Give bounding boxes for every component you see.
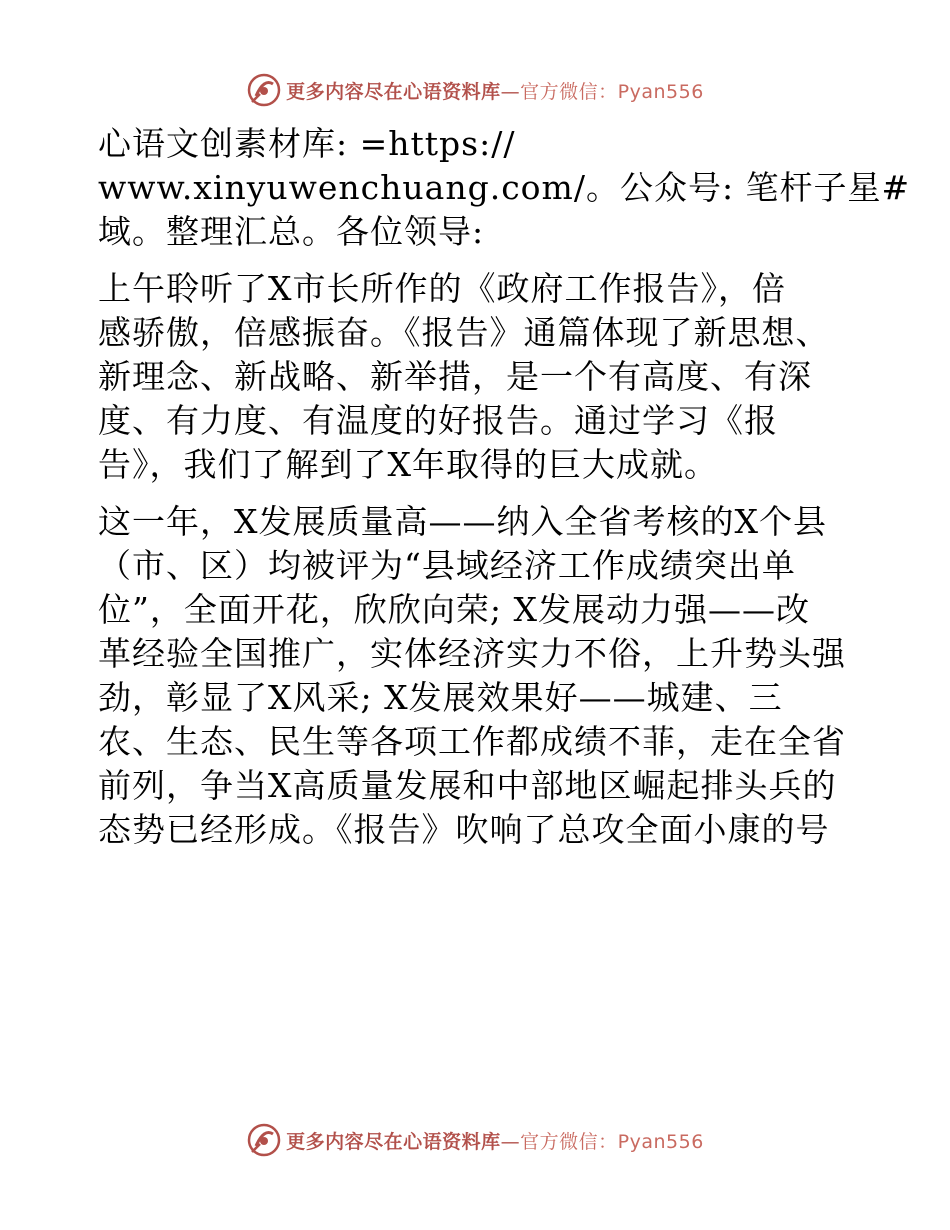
text-line: www.xinyuwenchuang.com/。公众号: 笔杆子星# bbox=[98, 168, 911, 207]
footer-banner-wechat: 官方微信：Pyan556 bbox=[520, 1130, 704, 1153]
text-line: 心语文创素材库: =https:// bbox=[98, 124, 516, 163]
paragraph-1 bbox=[98, 122, 911, 254]
logo-icon bbox=[246, 1122, 282, 1158]
header-banner bbox=[0, 70, 950, 110]
header-banner-text bbox=[286, 77, 704, 104]
header-banner-dash: — bbox=[500, 80, 521, 103]
text-line: 革经验全国推广，实体经济实力不俗，上升势头强 bbox=[98, 634, 846, 673]
text-line: （市、区）均被评为“县域经济工作成绩突出单 bbox=[98, 546, 796, 585]
paragraph-2 bbox=[98, 267, 858, 487]
text-line: 域。整理汇总。各位领导: bbox=[98, 212, 485, 251]
footer-banner-title: 更多内容尽在心语资料库 bbox=[286, 1130, 501, 1153]
text-line: 农、生态、民生等各项工作都成绩不菲，走在全省 bbox=[98, 722, 846, 761]
text-line: 度、有力度、有温度的好报告。通过学习《报 bbox=[98, 401, 778, 440]
header-banner-title: 更多内容尽在心语资料库 bbox=[286, 80, 501, 103]
text-line: 告》，我们了解到了X年取得的巨大成就。 bbox=[98, 445, 718, 484]
text-line: 态势已经形成。《报告》吹响了总攻全面小康的号 bbox=[98, 810, 830, 849]
text-line: 位”，全面开花，欣欣向荣; X发展动力强——改 bbox=[98, 590, 810, 629]
footer-banner bbox=[0, 1120, 950, 1160]
text-line: 前列，争当X高质量发展和中部地区崛起排头兵的 bbox=[98, 766, 837, 805]
header-banner-wechat: 官方微信：Pyan556 bbox=[520, 80, 704, 103]
footer-banner-dash: — bbox=[500, 1130, 521, 1153]
text-line: 上午聆听了X市长所作的《政府工作报告》，倍 bbox=[98, 269, 786, 308]
logo-icon bbox=[246, 72, 282, 108]
footer-banner-text bbox=[286, 1127, 704, 1154]
text-line: 新理念、新战略、新举措，是一个有高度、有深 bbox=[98, 357, 812, 396]
document-body bbox=[98, 122, 911, 865]
text-line: 劲，彰显了X风采; X发展效果好——城建、三 bbox=[98, 678, 783, 717]
text-line: 感骄傲，倍感振奋。《报告》通篇体现了新思想、 bbox=[98, 313, 830, 352]
paragraph-3 bbox=[98, 500, 858, 852]
text-line: 这一年，X发展质量高——纳入全省考核的X个县 bbox=[98, 502, 827, 541]
